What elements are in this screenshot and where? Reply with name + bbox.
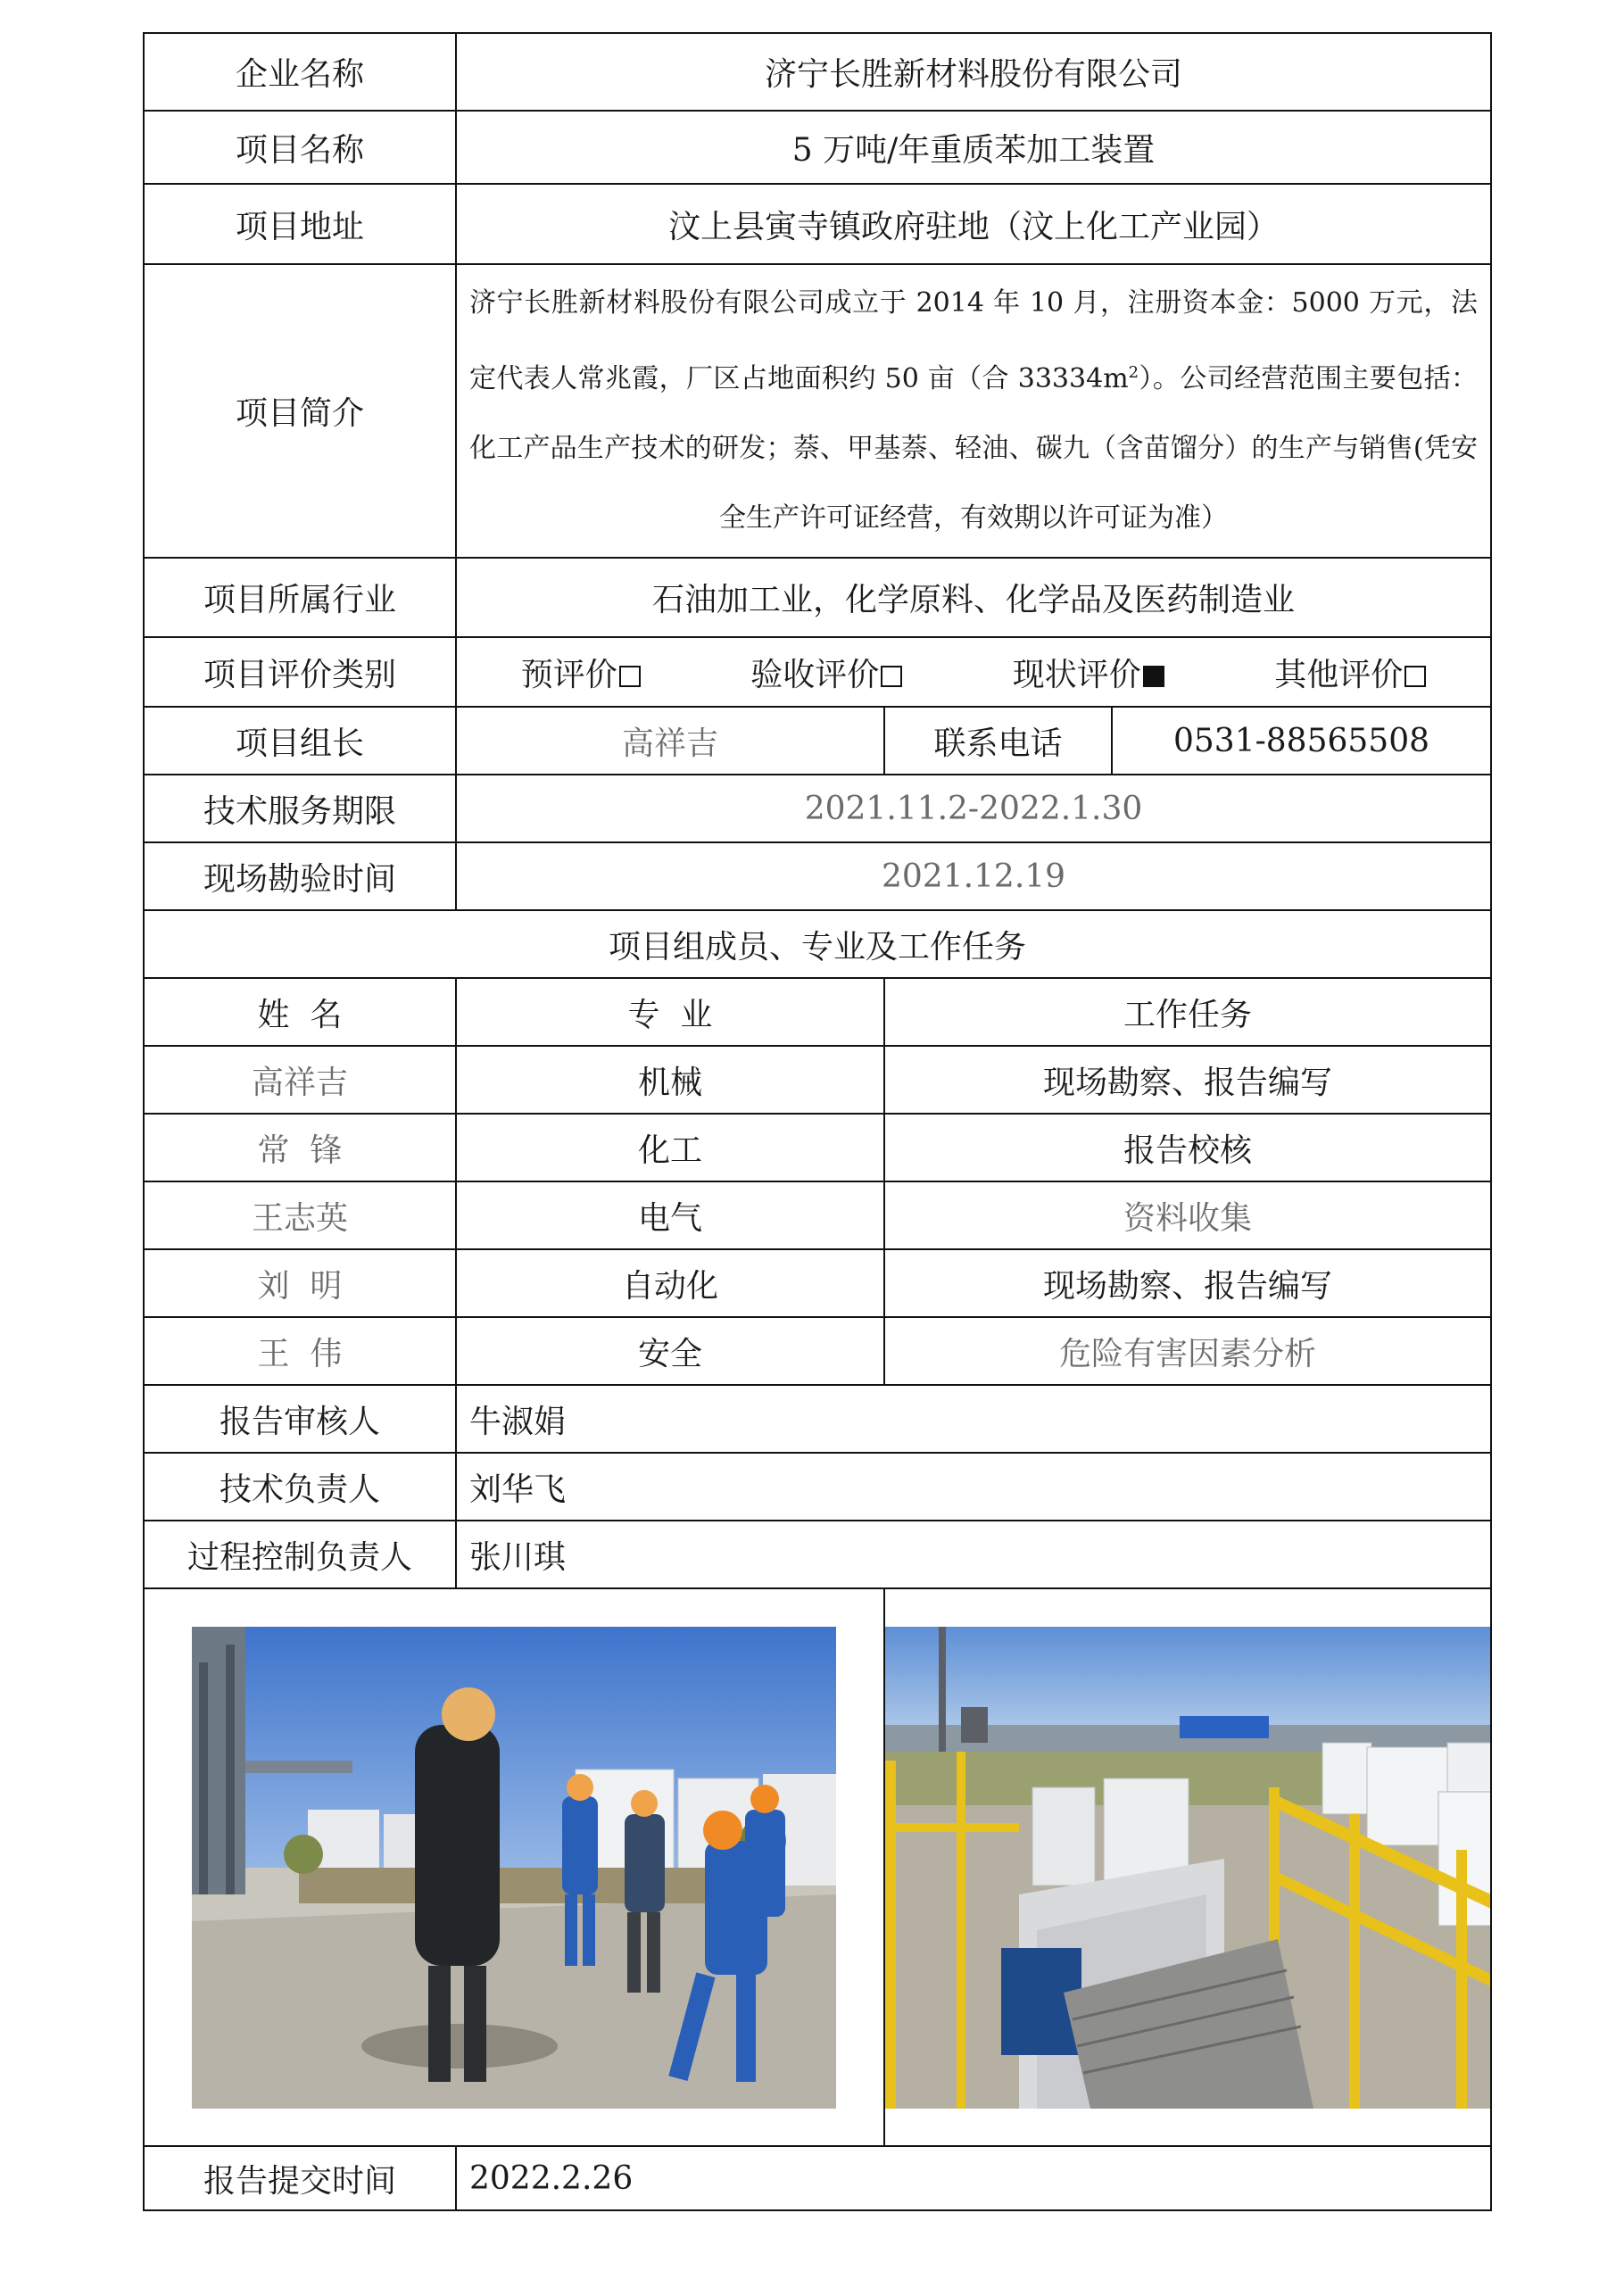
member-major: 化工 [456,1114,884,1181]
member-name: 常 锋 [144,1114,456,1181]
leader-label: 项目组长 [144,707,456,775]
eval-option-pre[interactable]: 预评价 [521,650,641,695]
checkbox-icon[interactable] [619,666,641,687]
member-major: 机械 [456,1046,884,1114]
eval-option-other[interactable]: 其他评价 [1274,650,1426,695]
eval-option-acceptance[interactable]: 验收评价 [750,650,902,695]
member-major: 自动化 [456,1249,884,1317]
tech-lead-value: 刘华飞 [456,1453,1491,1521]
process-lead-label: 过程控制负责人 [144,1521,456,1588]
member-name: 高祥吉 [144,1046,456,1114]
submit-time-value: 2022.2.26 [456,2146,1491,2210]
intro-text-b: ）。公司经营范围主要包括：化工产品生产技术的研发；萘、甲基萘、轻油、碳九（含苗馏分）的生产与销售(凭安全生产许可证经营，有效期以许可证为准） [469,363,1479,534]
info-table [143,32,1492,2211]
tech-lead-label: 技术负责人 [144,1453,456,1521]
photo-cell-left [144,1588,884,2146]
survey-time-value: 2021.12.19 [456,842,1491,910]
member-major: 安全 [456,1317,884,1385]
member-task: 现场勘察、报告编写 [884,1249,1491,1317]
reviewer-label: 报告审核人 [144,1385,456,1453]
site-photo-walkway [192,1627,836,2109]
industry-label: 项目所属行业 [144,558,456,637]
site-photo-tank-farm [885,1627,1491,2109]
intro-text-a: 济宁长胜新材料股份有限公司成立于 2014 年 10 月，注册资本金：5000 万元，法定代表人常兆霞，厂区占地面积约 50 亩（合 33334m [469,287,1479,394]
photo-cell-right [884,1588,1491,2146]
table-row [144,1249,1491,1317]
table-row [144,1317,1491,1385]
checkbox-icon[interactable] [881,666,902,687]
table-row [144,1181,1491,1249]
project-address-label: 项目地址 [144,184,456,264]
industry-value: 石油加工业，化学原料、化学品及医药制造业 [456,558,1491,637]
member-task: 报告校核 [884,1114,1491,1181]
leader-value: 高祥吉 [456,707,884,775]
members-section-title: 项目组成员、专业及工作任务 [144,910,1491,978]
project-address-value: 汶上县寅寺镇政府驻地（汶上化工产业园） [456,184,1491,264]
process-lead-value: 张川琪 [456,1521,1491,1588]
table-row [144,1046,1491,1114]
evaluation-options [456,637,1491,707]
phone-label: 联系电话 [884,707,1112,775]
reviewer-value: 牛淑娟 [456,1385,1491,1453]
survey-time-label: 现场勘验时间 [144,842,456,910]
checkbox-checked-icon[interactable] [1143,666,1164,687]
eval-option-current[interactable]: 现状评价 [1013,650,1164,695]
project-intro-text [456,264,1491,558]
project-name-value: 5 万吨/年重质苯加工装置 [456,111,1491,184]
project-name-label: 项目名称 [144,111,456,184]
member-major: 电气 [456,1181,884,1249]
site-photo-tank-farm-image [885,1627,1491,2109]
submit-time-label: 报告提交时间 [144,2146,456,2210]
member-name: 王志英 [144,1181,456,1249]
phone-value: 0531-88565508 [1112,707,1491,775]
site-photo-walkway-image [192,1627,836,2109]
project-intro-label: 项目简介 [144,264,456,558]
service-period-value: 2021.11.2-2022.1.30 [456,775,1491,842]
service-period-label: 技术服务期限 [144,775,456,842]
member-name: 王 伟 [144,1317,456,1385]
evaluation-label: 项目评价类别 [144,637,456,707]
member-task: 现场勘察、报告编写 [884,1046,1491,1114]
evaluation-form [143,32,1490,2211]
member-task: 资料收集 [884,1181,1491,1249]
intro-superscript: 2 [1128,363,1139,382]
company-value: 济宁长胜新材料股份有限公司 [456,33,1491,111]
header-task: 工作任务 [884,978,1491,1046]
header-name: 姓 名 [144,978,456,1046]
checkbox-icon[interactable] [1404,666,1426,687]
table-row [144,1114,1491,1181]
company-label: 企业名称 [144,33,456,111]
member-task: 危险有害因素分析 [884,1317,1491,1385]
member-name: 刘 明 [144,1249,456,1317]
header-major: 专 业 [456,978,884,1046]
